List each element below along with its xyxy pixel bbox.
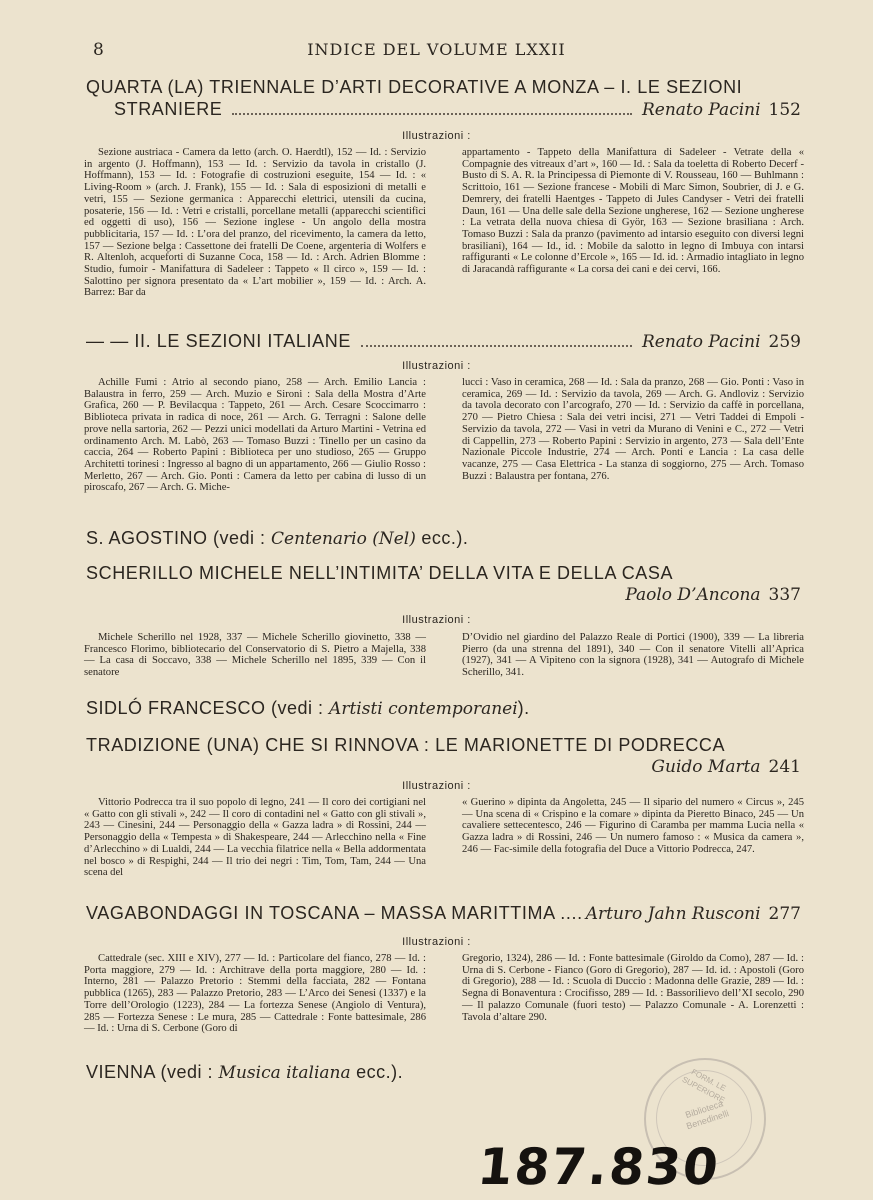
illustrations-text: Sezione austriaca - Camera da letto (arch. O. Haerdtl), 152 — Id. : Servizio in argento (J. Hoffmann), 153 — Id. : Servizio da tavola in cristallo (J. Hoffmann), 153 — Id. : Fotografie di costruzioni eseguite, 154 — Id. : « Living-Room » (arch. J. Frank), 155 — Id. : Sala di esposizioni di metalli e vetri, 155 — Sezione germanica : Apparecchi elettrici, utensili da cucina, posaterie, 156 — Id. : Vetri e cristalli, porcellane metalli (apparecchi scientifici ed oggetti di uso), 156 — Sezione inglese - Un angolo della mostra pubblicitaria, 157 — Id. : L’ora del pranzo, del ricevimento, la camera da letto, 157 — Sezione belga : Cassettone dei fratelli De Coene, argenteria di Wolfers e R. Altenloh, acqueforti di Suzanne Coca, 158 — Id. : Arch. Adrien Blomme : Studio, fumoir - Manifattura di Sadeleer : Tappeto « Il circo », 159 — Id. : Salottino per signora presentato da « L’art mobilier », 159 — Id. : Arch. A. Barrez: Bar da <box>84 147 426 299</box>
stamp-text: Biblioteca Benedinelli <box>684 1098 731 1132</box>
column-left <box>84 797 426 879</box>
entry-page: 337 <box>768 585 801 605</box>
see-also-entry <box>86 528 468 549</box>
entry-author <box>642 331 801 353</box>
entry-author <box>86 584 801 606</box>
illustrations-text: Gregorio, 1324), 286 — Id. : Fonte battesimale (Giroldo da Como), 287 — Id. : Urna di S. Cerbone - Fianco (Goro di Gregorio), 287 — Id. id. : Apostoli (Goro di Gregorio), 288 — Id. : Scuola di Duccio : Madonna delle Grazie, 289 — Id. : Segna di Bonaventura : Crocifisso, 289 — Id. : Bassorilievo dell’XI secolo, 290 — Il palazzo Comunale (fuori testo) — Palazzo Comunale - A. Lorenzetti : Tavola d’altare 290. <box>462 953 804 1023</box>
illustrations-text: Vittorio Podrecca tra il suo popolo di legno, 241 — Il coro dei cortigiani nel « Gatto con gli stivali », 242 — Il coro di contadini nel « Gatto con gli stivali », 243 — Cinesini, 244 — Personaggio della « Gazza ladra » di Rossini, 244 — Personaggio della « Tempesta » di Shakespeare, 244 — Arlecchino nella « Fine d’Arlecchino » di Lualdi, 244 — La vecchia filatrice nella « Bella addormentata nel bosco » di Respighi, 244 — Il trio dei negri : Tim, Tom, Tam, 244 — Una scena del <box>84 797 426 879</box>
entry-title-line: VAGABONDAGGI IN TOSCANA – MASSA MARITTIMA .... <box>86 903 583 923</box>
see-suffix: ). <box>517 698 530 718</box>
entry-title <box>86 330 801 353</box>
author-name: Guido Marta <box>651 757 761 777</box>
illustrations-list <box>84 797 804 879</box>
handwritten-number: 187.830 <box>474 1138 723 1196</box>
column-right <box>462 953 804 1035</box>
entry-title-line: TRADIZIONE (UNA) CHE SI RINNOVA : LE MARIONETTE DI PODRECCA <box>86 735 726 755</box>
entry-title-line: QUARTA (LA) TRIENNALE D’ARTI DECORATIVE A MONZA – I. LE SEZIONI <box>86 77 743 97</box>
see-reference: Centenario (Nel) <box>271 529 416 549</box>
column-right <box>462 377 804 494</box>
entry-page: 152 <box>768 100 801 120</box>
column-right <box>462 147 804 299</box>
page-number: 8 <box>93 40 104 60</box>
entry-author <box>86 756 801 778</box>
column-left <box>84 147 426 299</box>
author-name: Renato Pacini <box>641 100 761 120</box>
entry-title-line: SCHERILLO MICHELE NELL’INTIMITA’ DELLA VITA E DELLA CASA <box>86 563 674 583</box>
author-name: Arturo Jahn Rusconi <box>585 904 761 924</box>
illustrations-heading: Illustrazioni : <box>402 614 471 626</box>
entry-title-line: STRANIERE <box>114 99 223 119</box>
see-prefix: S. AGOSTINO (vedi : <box>86 528 272 548</box>
dot-leader <box>361 345 632 347</box>
entry-author <box>586 903 801 925</box>
column-right <box>462 632 804 679</box>
illustrations-list <box>84 953 804 1035</box>
illustrations-heading: Illustrazioni : <box>402 780 471 792</box>
column-left <box>84 953 426 1035</box>
entry-title <box>86 734 801 778</box>
entry-title-line: — — II. LE SEZIONI ITALIANE <box>86 331 351 351</box>
entry-author <box>642 99 801 121</box>
see-also-entry <box>86 698 530 719</box>
see-suffix: ecc.). <box>415 528 469 548</box>
illustrations-list <box>84 632 804 679</box>
entry-page: 241 <box>768 757 801 777</box>
dot-leader <box>232 113 632 115</box>
illustrations-list <box>84 147 804 299</box>
see-also-entry <box>86 1062 403 1083</box>
illustrations-text: appartamento - Tappeto della Manifattura di Sadeleer - Vetrate della « Compagnie des vitreaux d’art », 160 — Id. : Sala da toeletta di Roberto Decerf - Busto di S. A. R. la Principessa di Piemonte di V. Rousseau, 160 — Buhlmann : Scrittoio, 161 — Sezione francese - Mobili di Marc Simon, Soubrier, di J. e G. Demrery, dei fratelli Haentges - Tappeto di Jules Candyser - Vetri dei fratelli Daun, 161 — Una delle sale della Sezione ungherese, 162 — Sezione ungherese : La vetrata della nuova chiesa di Györ, 163 — Sezione brasiliana : Arch. Tomaso Buzzi : Sala da pranzo (pavimento ad intarsio eseguito con diversi legni brasiliani), 164 — Id., id. : Mobile da salotto in legno di Imbuya con intarsi raffiguranti « Le colonne d’Ercole », 165 — Id. id. : Armadio intagliato in legno di Jaracandà raffigurante « La corsa dei cani e dei cervi, 166. <box>462 147 804 276</box>
illustrations-text: Achille Fumi : Atrio al secondo piano, 258 — Arch. Emilio Lancia : Balaustra in ferro, 259 — Arch. Muzio e Sironi : Sala della Mostra d’Arte Grafica, 260 — P. Bevilacqua : Tappeto, 261 — Arch. Cesare Scoccimarro : Biblioteca privata in radica di noce, 261 — Arch. G. Terragni : Salone delle prove nella sartoria, 262 — Pezzi unici modellati da Arturo Martini - Vetrina ed ordinamento Arch. M. Labò, 263 — Tomaso Buzzi : Tinello per un casino da caccia, 264 — Roberto Papini : Biblioteca per uno studioso, 265 — Gruppo Architetti torinesi : Ingresso al bagno di un appartamento, 266 — Giulio Rosso : Merletto, 267 — Arch. Gio. Ponti : Camera da letto per cabina di lusso di un piroscafo, 267 — Arch. G. Miche- <box>84 377 426 494</box>
entry-page: 277 <box>768 904 801 924</box>
stamp-text: FORM. LE SUPERIORE <box>680 1067 728 1105</box>
illustrations-text: Michele Scherillo nel 1928, 337 — Michele Scherillo giovinetto, 338 — Francesco Florimo, bibliotecario del Conservatorio di S. Pietro a Majella, 338 — La casa di Soccavo, 338 — Michele Scherillo nel 1895, 339 — Con il senatore <box>84 632 426 679</box>
see-suffix: ecc.). <box>350 1062 404 1082</box>
see-reference: Artisti contemporanei <box>329 699 518 719</box>
see-prefix: SIDLÓ FRANCESCO (vedi : <box>86 698 330 718</box>
illustrations-heading: Illustrazioni : <box>402 360 471 372</box>
illustrations-text: D’Ovidio nel giardino del Palazzo Reale di Portici (1900), 339 — La libreria Pierro (da una strenna del 1891), 340 — Con il senatore Vitelli all’Aprica (1927), 341 — A Vipiteno con la signora (1928), 341 — Autografo di Michele Scherillo, 341. <box>462 632 804 679</box>
entry-title <box>86 902 801 925</box>
entry-title <box>86 562 801 606</box>
running-title: INDICE DEL VOLUME LXXII <box>307 40 566 59</box>
entry-page: 259 <box>768 332 801 352</box>
column-right <box>462 797 804 879</box>
author-name: Renato Pacini <box>641 332 761 352</box>
illustrations-text: « Guerino » dipinta da Angoletta, 245 — Il sipario del numero « Circus », 245 — Una scena di « Crispino e la comare » dipinta da Pieretto Binaco, 245 — Un cavaliere settecentesco, 246 — Figurino di Caramba per mamma Lucia nella « Gazza ladra » di Rossini, 246 — Un numero famoso : « Musica da camera », 246 — Fac-simile della fotografia del Duce a Vittorio Podrecca, 247. <box>462 797 804 855</box>
illustrations-text: lucci : Vaso in ceramica, 268 — Id. : Sala da pranzo, 268 — Gio. Ponti : Vaso in ceramica, 269 — Id. : Servizio da tavola, 269 — Arch. G. Andloviz : Servizio da tavola decorato con l’arcografo, 270 — Id. : Servizio da caffè in porcellana, 270 — Pietro Chiesa : Sala dei vetri incisi, 271 — Vetri Taddei di Empoli - Servizio da tavola, 272 — Vasi in vetri da Murano di Venini e C., 272 — Vetri di Cappellin, 273 — Roberto Papini : Servizio in argento, 273 — Sala dell’Ente Nazionale Piccole Industrie, 274 — Arch. Ponti e Lancia : La casa delle vacanze, 275 — Casa Elettrica - La stanza di soggiorno, 275 — Arch. Tomaso Buzzi : Balaustra per fontana, 276. <box>462 377 804 482</box>
column-left <box>84 632 426 679</box>
page-header <box>0 40 873 66</box>
illustrations-list <box>84 377 804 494</box>
author-name: Paolo D’Ancona <box>625 585 761 605</box>
see-reference: Musica italiana <box>218 1063 351 1083</box>
entry-title <box>86 76 801 121</box>
illustrations-heading: Illustrazioni : <box>402 936 471 948</box>
see-prefix: VIENNA (vedi : <box>86 1062 219 1082</box>
illustrations-heading: Illustrazioni : <box>402 130 471 142</box>
illustrations-text: Cattedrale (sec. XIII e XIV), 277 — Id. : Particolare del fianco, 278 — Id. : Porta maggiore, 279 — Id. : Architrave della porta maggiore, 280 — Id. : Interno, 281 — Palazzo Pretorio : Stemmi della facciata, 282 — Fontana pubblica (1265), 283 — Palazzo Pretorio, 283 — L’Arco dei Senesi (1337) e la Torre dell’Orologio (1223), 284 — La fortezza Senese (Angiolo di Ventura), 285 — Fortezza Senese : Le mura, 285 — Cattedrale : Fonte battesimale, 286 — Id. : Urna di S. Cerbone (Goro di <box>84 953 426 1035</box>
column-left <box>84 377 426 494</box>
